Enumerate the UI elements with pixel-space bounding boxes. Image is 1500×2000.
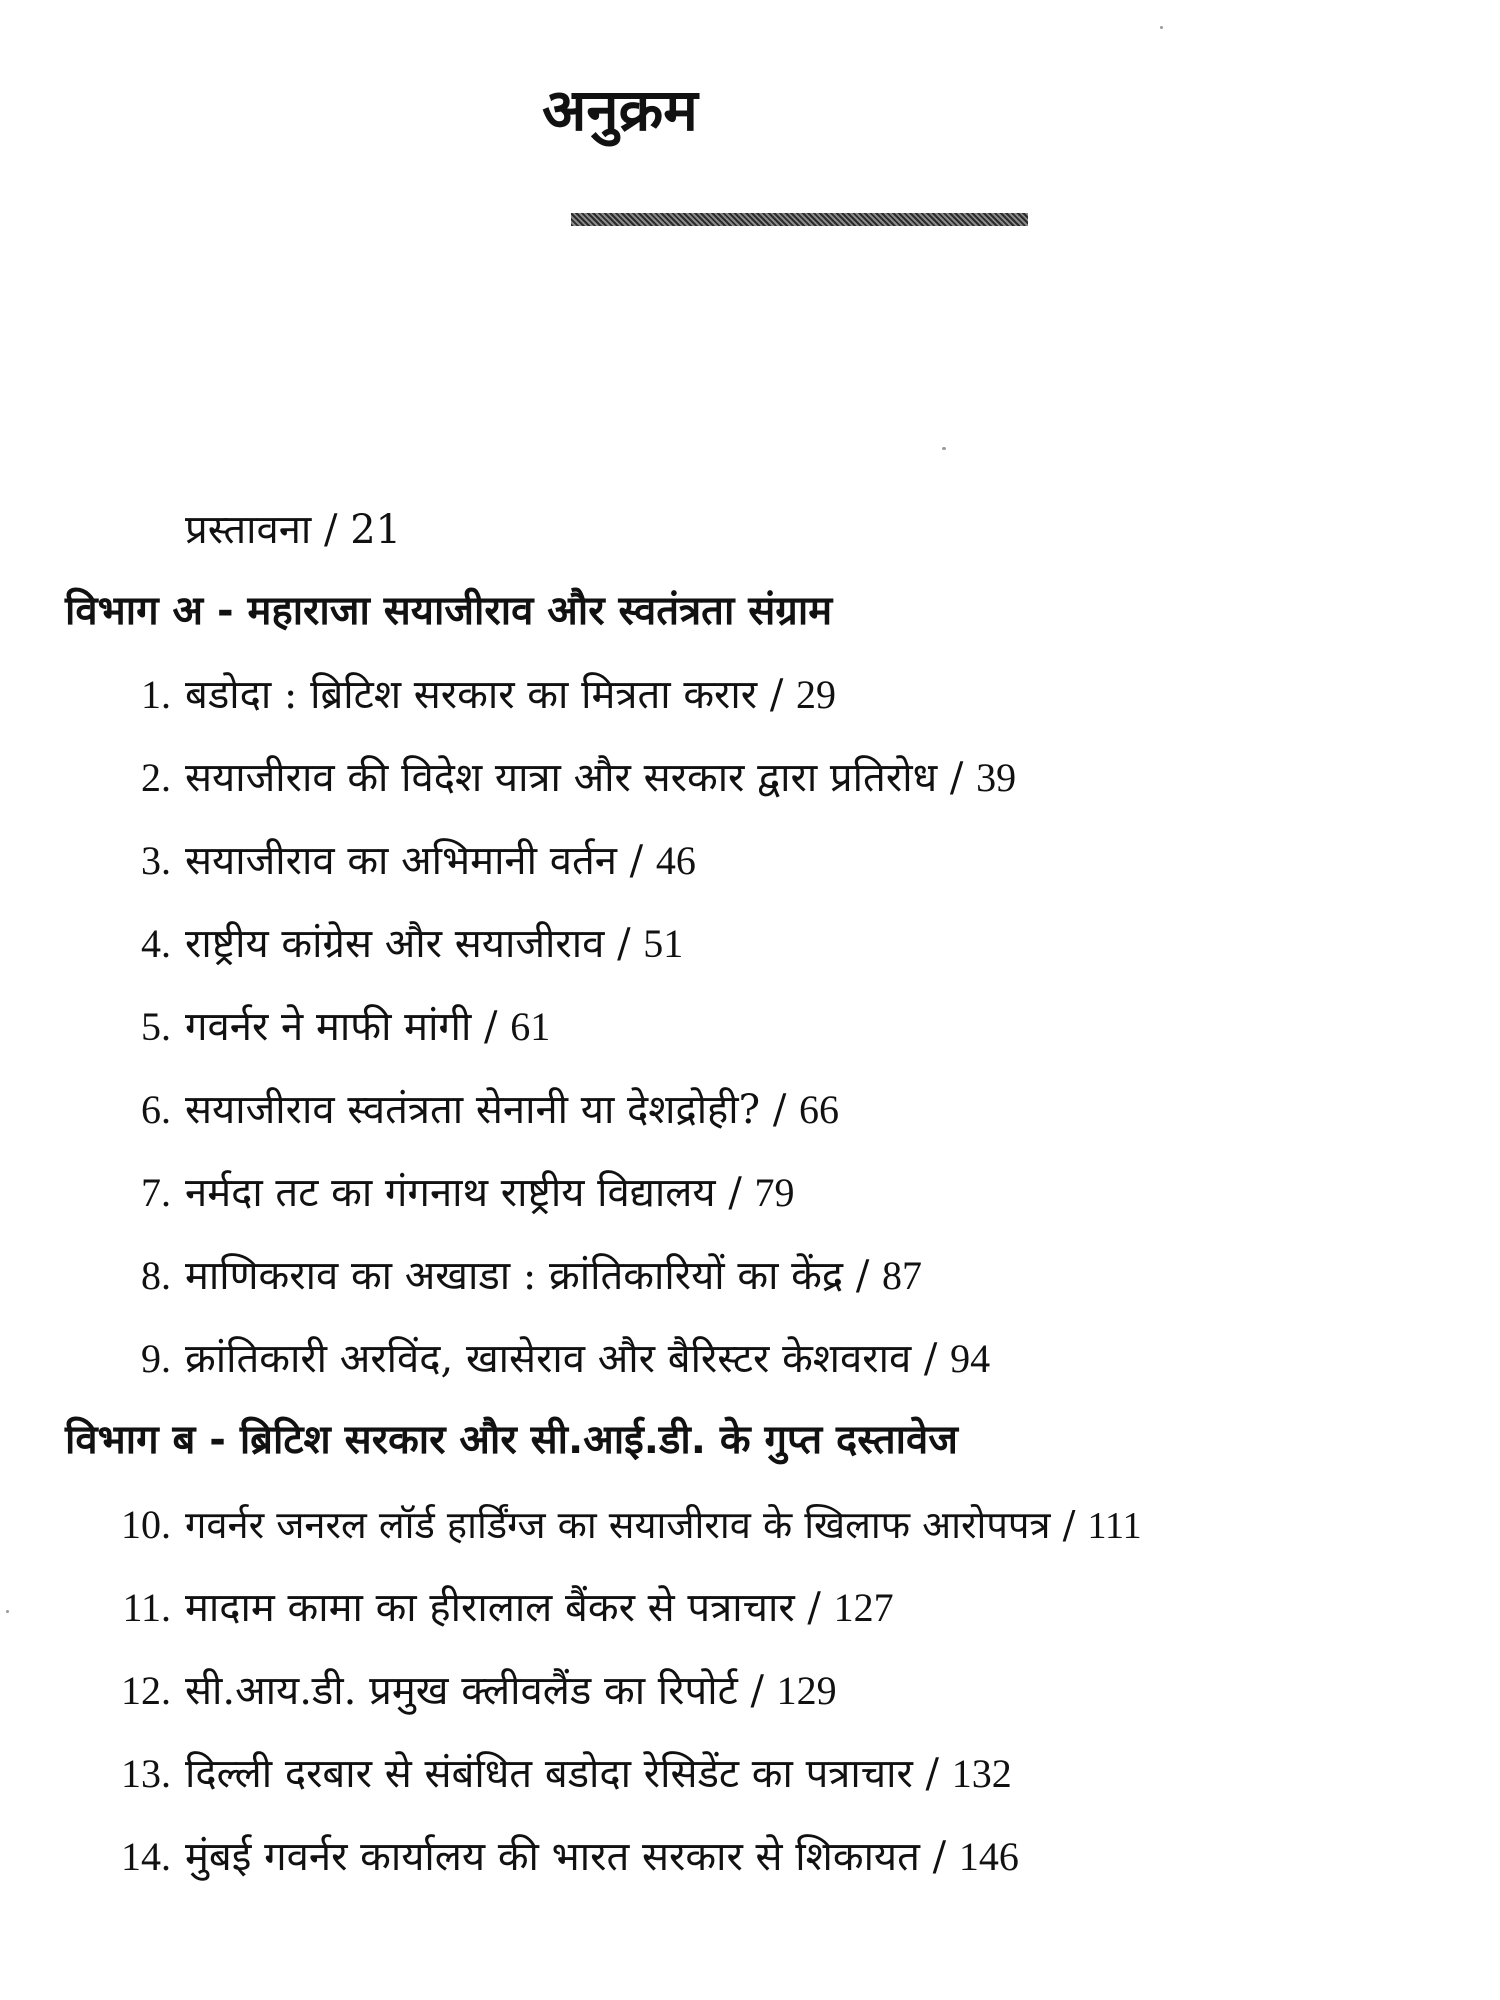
- entry-title: बडोदा : ब्रिटिश सरकार का मित्रता करार: [185, 672, 758, 718]
- scan-speck: [1160, 26, 1163, 29]
- entry-number: 2.: [141, 755, 171, 800]
- entry-title: राष्ट्रीय कांग्रेस और सयाजीराव: [185, 921, 605, 967]
- entry-page-number: 51: [643, 921, 684, 966]
- entry-page-number: 29: [796, 672, 837, 717]
- entry-number: 10.: [121, 1502, 171, 1547]
- toc-entry-6: 6. सयाजीराव स्वतंत्रता सेनानी या देशद्रोही? / 66: [185, 1082, 839, 1138]
- toc-entry-1: 1. बडोदा : ब्रिटिश सरकार का मित्रता करार / 29: [185, 667, 836, 723]
- toc-entry-13: 13. दिल्ली दरबार से संबंधित बडोदा रेसिडेंट का पत्राचार / 132: [185, 1746, 1012, 1802]
- entry-title: सी.आय.डी. प्रमुख क्लीवलैंड का रिपोर्ट: [185, 1668, 738, 1714]
- entry-title: गवर्नर जनरल लॉर्ड हार्डिंग्ज का सयाजीराव के खिलाफ आरोपपत्र: [185, 1503, 1051, 1547]
- entry-number: 13.: [121, 1751, 171, 1796]
- entry-number: 11.: [122, 1585, 171, 1630]
- toc-entry-12: 12. सी.आय.डी. प्रमुख क्लीवलैंड का रिपोर्ट / 129: [185, 1663, 837, 1719]
- entry-title: दिल्ली दरबार से संबंधित बडोदा रेसिडेंट का पत्राचार: [185, 1751, 913, 1797]
- entry-title: नर्मदा तट का गंगनाथ राष्ट्रीय विद्यालय: [185, 1170, 716, 1216]
- entry-page-number: 146: [958, 1834, 1019, 1879]
- entry-page-number: 66: [799, 1087, 840, 1132]
- entry-page-number: 111: [1087, 1505, 1142, 1547]
- entry-page-number: 127: [833, 1585, 894, 1630]
- preface-label: प्रस्तावना: [185, 507, 312, 553]
- entry-number: 5.: [141, 1004, 171, 1049]
- entry-number: 8.: [141, 1253, 171, 1298]
- entry-page-number: 46: [655, 838, 696, 883]
- entry-title: माणिकराव का अखाडा : क्रांतिकारियों का केंद्र: [185, 1253, 844, 1299]
- toc-entry-14: 14. मुंबई गवर्नर कार्यालय की भारत सरकार से शिकायत / 146: [185, 1829, 1019, 1885]
- entry-page-number: 87: [882, 1253, 923, 1298]
- title-underline: [571, 213, 1028, 226]
- entry-title: सयाजीराव की विदेश यात्रा और सरकार द्वारा प्रतिरोध: [185, 755, 938, 801]
- toc-entry-3: 3. सयाजीराव का अभिमानी वर्तन / 46: [185, 833, 696, 889]
- toc-entry-2: 2. सयाजीराव की विदेश यात्रा और सरकार द्वारा प्रतिरोध / 39: [185, 750, 1016, 806]
- entry-title: गवर्नर ने माफी मांगी: [185, 1004, 472, 1050]
- entry-title: क्रांतिकारी अरविंद, खासेराव और बैरिस्टर केशवराव: [185, 1336, 912, 1382]
- entry-number: 14.: [121, 1834, 171, 1879]
- entry-number: 1.: [141, 672, 171, 717]
- preface-entry: प्रस्तावना / 21: [185, 507, 402, 553]
- entry-page-number: 94: [950, 1336, 991, 1381]
- entry-number: 9.: [141, 1336, 171, 1381]
- entry-page-number: 132: [951, 1751, 1012, 1796]
- toc-entry-10: 10. गवर्नर जनरल लॉर्ड हार्डिंग्ज का सयाजीराव के खिलाफ आरोपपत्र / 111: [185, 1497, 1142, 1554]
- entry-title: मादाम कामा का हीरालाल बैंकर से पत्राचार: [185, 1585, 795, 1631]
- section-heading-a: विभाग अ - महाराजा सयाजीराव और स्वतंत्रता संग्राम: [65, 588, 833, 634]
- entry-number: 7.: [141, 1170, 171, 1215]
- entry-page-number: 79: [754, 1170, 795, 1215]
- toc-entry-9: 9. क्रांतिकारी अरविंद, खासेराव और बैरिस्टर केशवराव / 94: [185, 1331, 990, 1387]
- page-title: अनुक्रम: [542, 76, 698, 144]
- entry-title: मुंबई गवर्नर कार्यालय की भारत सरकार से शिकायत: [185, 1834, 920, 1880]
- entry-page-number: 129: [776, 1668, 837, 1713]
- entry-number: 4.: [141, 921, 171, 966]
- entry-page-number: 39: [976, 755, 1017, 800]
- toc-entry-4: 4. राष्ट्रीय कांग्रेस और सयाजीराव / 51: [185, 916, 683, 972]
- toc-entry-11: 11. मादाम कामा का हीरालाल बैंकर से पत्राचार / 127: [185, 1580, 894, 1636]
- toc-entry-7: 7. नर्मदा तट का गंगनाथ राष्ट्रीय विद्यालय / 79: [185, 1165, 795, 1221]
- toc-entry-8: 8. माणिकराव का अखाडा : क्रांतिकारियों का केंद्र / 87: [185, 1248, 922, 1304]
- entry-title: सयाजीराव स्वतंत्रता सेनानी या देशद्रोही?: [185, 1087, 761, 1133]
- entry-number: 3.: [141, 838, 171, 883]
- preface-page-number: 21: [350, 507, 402, 553]
- section-heading-b: विभाग ब - ब्रिटिश सरकार और सी.आई.डी. के गुप्त दस्तावेज: [65, 1417, 958, 1463]
- scan-speck: [942, 447, 946, 450]
- entry-page-number: 61: [510, 1004, 551, 1049]
- entry-number: 6.: [141, 1087, 171, 1132]
- scan-speck: [6, 1610, 9, 1613]
- entry-title: सयाजीराव का अभिमानी वर्तन: [185, 838, 617, 884]
- toc-entry-5: 5. गवर्नर ने माफी मांगी / 61: [185, 999, 550, 1055]
- entry-number: 12.: [121, 1668, 171, 1713]
